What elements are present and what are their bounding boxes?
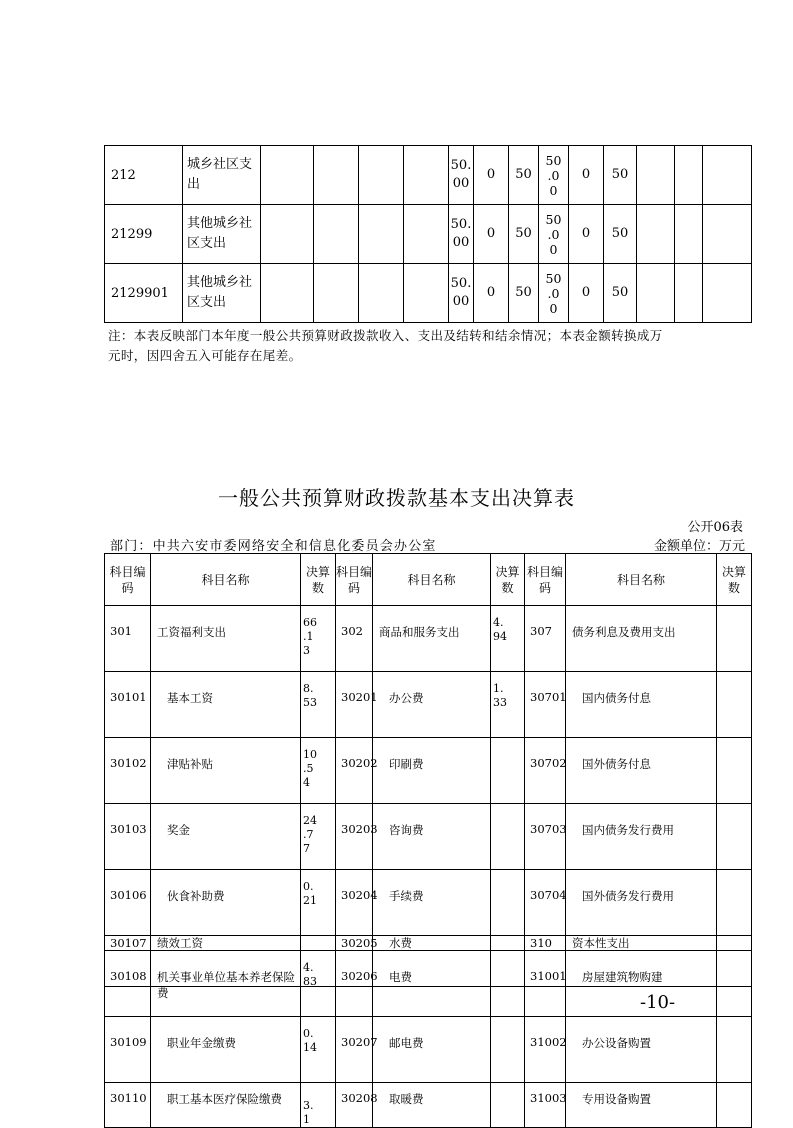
subject-name: 专用设备购置 — [566, 1083, 717, 1128]
amount-cell — [491, 1083, 525, 1128]
subject-code: 21299 — [105, 205, 183, 264]
value-cell-4-line: 0 — [549, 241, 558, 257]
amount-cell — [717, 951, 752, 1017]
value-cell-4-line: 50 — [545, 211, 562, 227]
amount-cell — [491, 738, 525, 804]
table-row — [105, 738, 752, 804]
subject-name: 邮电费 — [373, 1017, 491, 1083]
subject-name: 印刷费 — [373, 738, 491, 804]
header-amount-3: 决算数 — [717, 554, 752, 606]
value-cell-4-line: 0 — [549, 300, 558, 316]
value-cell-3: 50 — [509, 205, 539, 264]
table-row — [105, 1017, 752, 1083]
subject-code: 30207 — [336, 1017, 373, 1083]
subject-code: 30202 — [336, 738, 373, 804]
note-line-1: 注：本表反映部门本年度一般公共预算财政拨款收入、支出及结转和结余情况；本表金额转换成万 — [108, 328, 663, 343]
note-line-2: 元时，因四舍五入可能存在尾差。 — [108, 348, 302, 363]
header-code-3: 科目编码 — [525, 554, 566, 606]
subject-name: 职业年金缴费 — [151, 1017, 301, 1083]
value-cell-4 — [539, 264, 569, 323]
value-cell-4-line: .0 — [547, 285, 560, 301]
department-label: 部门：中共六安市委网络安全和信息化委员会办公室 — [110, 539, 437, 554]
value-cell-2: 0 — [474, 264, 509, 323]
amount-cell — [491, 1017, 525, 1083]
value-cell-5: 0 — [569, 205, 604, 264]
subject-code: 310 — [525, 936, 566, 951]
header-code-2: 科目编码 — [336, 554, 373, 606]
subject-code: 30704 — [525, 870, 566, 936]
empty-cell — [703, 146, 752, 205]
header-code-1: 科目编码 — [105, 554, 151, 606]
subject-code: 30208 — [336, 1083, 373, 1128]
subject-name: 奖金 — [151, 804, 301, 870]
header-name-1: 科目名称 — [151, 554, 301, 606]
subject-name: 伙食补助费 — [151, 870, 301, 936]
value-cell-6: 50 — [604, 264, 637, 323]
empty-cell — [703, 264, 752, 323]
subject-name: 国外债务付息 — [566, 738, 717, 804]
subject-code: 30204 — [336, 870, 373, 936]
amount-cell — [717, 1083, 752, 1128]
amount-cell: 0. 21 — [301, 870, 336, 936]
subject-name: 咨询费 — [373, 804, 491, 870]
basic-expenditure-table — [104, 553, 752, 1128]
value-cell-4 — [539, 146, 569, 205]
subject-name: 国内债务发行费用 — [566, 804, 717, 870]
subject-name: 债务利息及费用支出 — [566, 606, 717, 672]
amount-cell — [491, 804, 525, 870]
subject-name: 津贴补贴 — [151, 738, 301, 804]
value-cell-5: 0 — [569, 146, 604, 205]
subject-name: 办公费 — [373, 672, 491, 738]
subject-code: 30703 — [525, 804, 566, 870]
top-table-row — [105, 205, 752, 264]
report-title: 一般公共预算财政拨款基本支出决算表 — [218, 486, 575, 510]
subject-code: 31001 — [525, 951, 566, 1017]
amount-cell: 1. 33 — [491, 672, 525, 738]
empty-cell — [675, 205, 703, 264]
subject-code: 30205 — [336, 936, 373, 951]
value-cell-3: 50 — [509, 146, 539, 205]
amount-cell — [717, 936, 752, 951]
header-name-2: 科目名称 — [373, 554, 491, 606]
top-table — [104, 145, 752, 323]
amount-cell: 0. 14 — [301, 1017, 336, 1083]
amount-cell — [491, 951, 525, 1017]
value-cell-4-line: .0 — [547, 167, 560, 183]
empty-cell — [637, 146, 675, 205]
header-amount-2: 决算数 — [491, 554, 525, 606]
subject-code: 31002 — [525, 1017, 566, 1083]
value-cell-4-line: 0 — [549, 182, 558, 198]
value-cell-3: 50 — [509, 264, 539, 323]
subject-code: 30109 — [105, 1017, 151, 1083]
empty-cell — [359, 264, 404, 323]
amount-cell — [717, 606, 752, 672]
subject-name: 职工基本医疗保险缴费 — [151, 1083, 301, 1128]
subject-name: 其他城乡社区支出 — [183, 205, 261, 264]
subject-code: 212 — [105, 146, 183, 205]
amount-cell — [717, 870, 752, 936]
subject-name: 办公设备购置 — [566, 1017, 717, 1083]
subject-name: 取暖费 — [373, 1083, 491, 1128]
amount-cell — [717, 804, 752, 870]
amount-cell — [491, 936, 525, 951]
subject-name: 基本工资 — [151, 672, 301, 738]
empty-cell — [314, 205, 359, 264]
subject-code: 30103 — [105, 804, 151, 870]
subject-code: 301 — [105, 606, 151, 672]
subject-name: 电费 — [373, 951, 491, 1017]
value-cell-4-line: 50 — [545, 270, 562, 286]
empty-cell — [703, 205, 752, 264]
table-note — [108, 326, 708, 366]
amount-cell: 10 .5 4 — [301, 738, 336, 804]
empty-cell — [314, 264, 359, 323]
value-cell-5: 0 — [569, 264, 604, 323]
empty-cell — [261, 205, 314, 264]
value-cell-1: 50. 00 — [449, 146, 474, 205]
subject-code: 30102 — [105, 738, 151, 804]
subject-code: 2129901 — [105, 264, 183, 323]
empty-cell — [675, 264, 703, 323]
value-cell-2: 0 — [474, 146, 509, 205]
subject-name: 资本性支出 — [566, 936, 717, 951]
amount-cell — [717, 1017, 752, 1083]
table-row — [105, 1083, 752, 1128]
empty-cell — [359, 146, 404, 205]
subject-code: 30203 — [336, 804, 373, 870]
amount-unit-label: 金额单位：万元 — [653, 539, 745, 554]
value-cell-4 — [539, 205, 569, 264]
table-row — [105, 804, 752, 870]
subject-name: 手续费 — [373, 870, 491, 936]
subject-name: 工资福利支出 — [151, 606, 301, 672]
empty-cell — [404, 205, 449, 264]
top-table-row — [105, 146, 752, 205]
subject-code: 30101 — [105, 672, 151, 738]
amount-cell — [491, 870, 525, 936]
empty-cell — [261, 146, 314, 205]
empty-cell — [637, 205, 675, 264]
subject-code: 30701 — [525, 672, 566, 738]
subject-code: 307 — [525, 606, 566, 672]
empty-cell — [359, 205, 404, 264]
subject-name: 商品和服务支出 — [373, 606, 491, 672]
empty-cell — [404, 146, 449, 205]
subject-name: 其他城乡社区支出 — [183, 264, 261, 323]
subject-code: 30108 — [105, 951, 151, 1017]
subject-code: 30206 — [336, 951, 373, 1017]
subject-code: 30106 — [105, 870, 151, 936]
amount-cell — [717, 672, 752, 738]
subject-name: 机关事业单位基本养老保险费 — [151, 951, 301, 1017]
subject-name: 绩效工资 — [151, 936, 301, 951]
subject-name: 国内债务付息 — [566, 672, 717, 738]
table-row — [105, 672, 752, 738]
subject-code: 30110 — [105, 1083, 151, 1128]
amount-cell: 66 .1 3 — [301, 606, 336, 672]
header-amount-1: 决算数 — [301, 554, 336, 606]
amount-cell: 24 .7 7 — [301, 804, 336, 870]
header-name-3: 科目名称 — [566, 554, 717, 606]
subject-name: 国外债务发行费用 — [566, 870, 717, 936]
page-bottom-rule — [104, 986, 752, 987]
value-cell-4-line: .0 — [547, 226, 560, 242]
value-cell-6: 50 — [604, 205, 637, 264]
amount-cell — [301, 936, 336, 951]
value-cell-1: 50. 00 — [449, 205, 474, 264]
table-row — [105, 936, 752, 951]
amount-cell: 8. 53 — [301, 672, 336, 738]
value-cell-2: 0 — [474, 205, 509, 264]
value-cell-6: 50 — [604, 146, 637, 205]
empty-cell — [404, 264, 449, 323]
subject-code: 30107 — [105, 936, 151, 951]
subject-code: 30702 — [525, 738, 566, 804]
subject-code: 302 — [336, 606, 373, 672]
table-row — [105, 870, 752, 936]
value-cell-4-line: 50 — [545, 152, 562, 168]
form-number: 公开06表 — [687, 520, 743, 535]
amount-cell: 4. 94 — [491, 606, 525, 672]
value-cell-1: 50. 00 — [449, 264, 474, 323]
subject-name: 房屋建筑物购建 — [566, 951, 717, 1017]
empty-cell — [675, 146, 703, 205]
table-row — [105, 606, 752, 672]
empty-cell — [637, 264, 675, 323]
subject-name: 城乡社区支出 — [183, 146, 261, 205]
subject-code: 31003 — [525, 1083, 566, 1128]
table-header-row — [105, 554, 752, 606]
amount-cell — [717, 738, 752, 804]
empty-cell — [314, 146, 359, 205]
amount-cell: 4. 83 — [301, 951, 336, 1017]
page-number: -10- — [640, 992, 676, 1013]
subject-name: 水费 — [373, 936, 491, 951]
amount-cell: 3. 1 — [301, 1083, 336, 1128]
subject-code: 30201 — [336, 672, 373, 738]
empty-cell — [261, 264, 314, 323]
top-table-row — [105, 264, 752, 323]
